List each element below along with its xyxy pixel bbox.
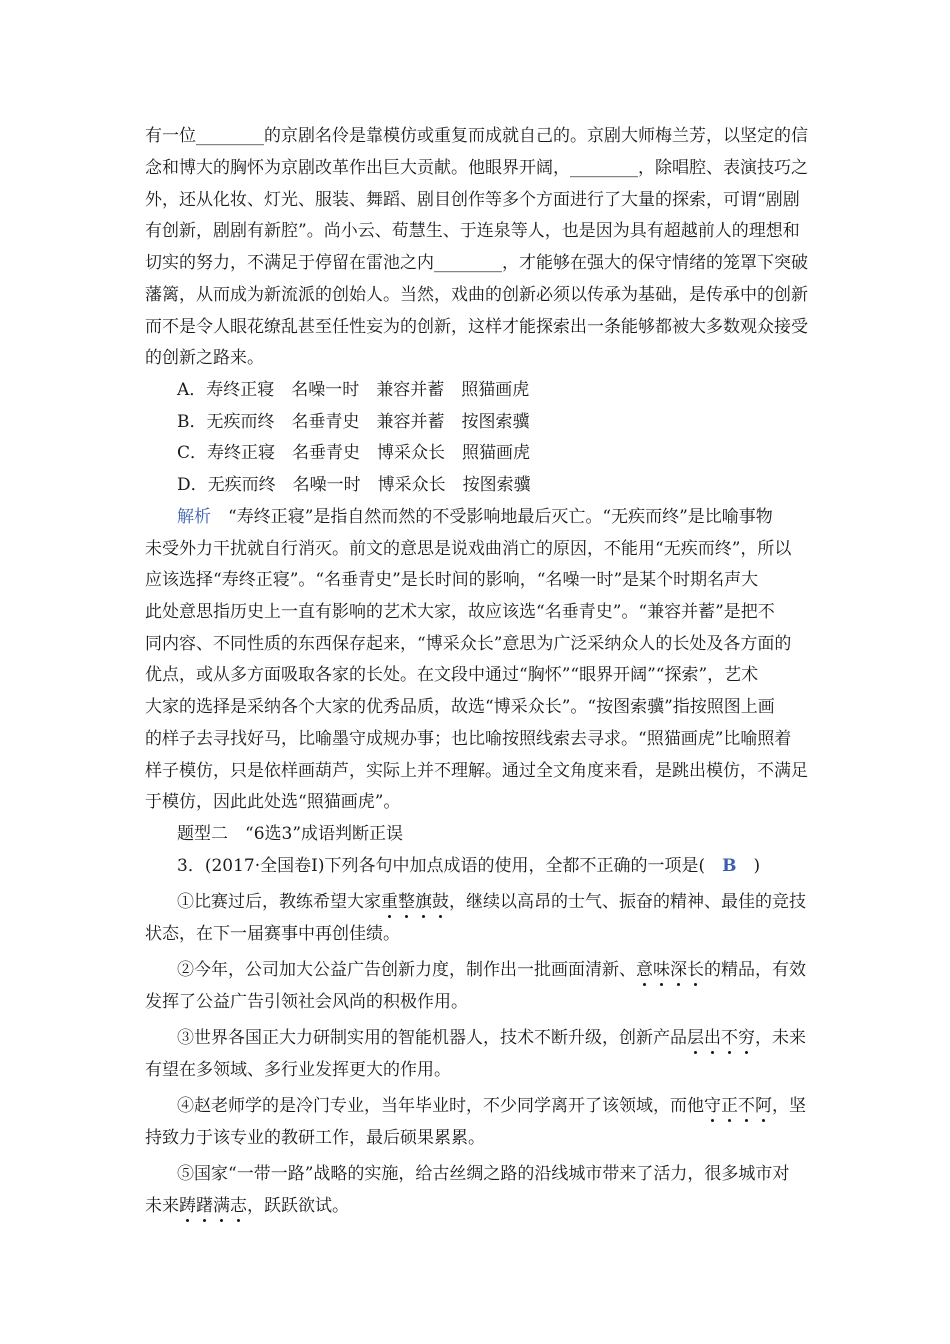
dotted-idiom	[636, 960, 704, 980]
item-line: 状态，在下一届赛事中再创佳绩。	[145, 924, 400, 944]
item-line	[177, 958, 806, 982]
analysis-line: 于模仿，因此此处选“照猫画虎”。	[145, 792, 401, 812]
analysis-line: 此处意思指历史上一直有影响的艺术大家，故应该选“名垂青史”。“兼容并蓄”是把不	[145, 602, 775, 622]
passage-line: 念和博大的胸怀为京剧改革作出巨大贡献。他眼界开阔，________，除唱腔、表演技巧之	[145, 158, 808, 178]
analysis-line: 优点，或从多方面吸取各家的长处。在文段中通过“胸怀”“眼界开阔”“探索”，艺术	[145, 665, 759, 685]
item-line	[177, 1094, 806, 1118]
idiom-char: 旗	[415, 892, 432, 912]
passage-line: 的创新之路来。	[145, 348, 264, 368]
answer-letter: B	[722, 856, 737, 876]
passage-line: 有创新，剧剧有新腔”。尚小云、荀慧生、于连泉等人，也是因为具有超越前人的理想和	[145, 221, 800, 241]
idiom-char: 长	[687, 960, 704, 980]
idiom-char: 意	[636, 960, 653, 980]
idiom-char: 鼓	[432, 892, 449, 912]
question-close: )	[753, 856, 761, 876]
item-text: 未来	[145, 1196, 179, 1216]
analysis-line: 未受外力干扰就自行消灭。前文的意思是说戏曲消亡的原因，不能用“无疾而终”，所以	[145, 539, 792, 559]
question-stem	[177, 854, 760, 878]
idiom-char: 重	[381, 892, 398, 912]
analysis-line: 样子模仿，只是依样画葫芦，实际上并不理解。通过全文角度来看，是跳出模仿，不满足	[145, 761, 808, 781]
item-text: ④赵老师学的是冷门专业，当年毕业时，不少同学离开了该领域，而他	[177, 1096, 704, 1116]
idiom-char: 不	[738, 1096, 755, 1116]
analysis-text: “寿终正寝”是指自然而然的不受影响地最后灭亡。“无疾而终”是比喻事物	[228, 507, 773, 527]
idiom-char: 深	[670, 960, 687, 980]
item-text: ，坚	[772, 1096, 806, 1116]
item-text: ③世界各国正大力研制实用的智能机器人，技术不断升级，创新产品	[177, 1028, 687, 1048]
idiom-char: 出	[704, 1028, 721, 1048]
option-a: A．寿终正寝 名噪一时 兼容并蓄 照猫画虎	[177, 380, 530, 400]
passage-line: 有一位________的京剧名伶是靠模仿或重复而成就自己的。京剧大师梅兰芳，以坚定的信	[145, 126, 808, 146]
analysis-label: 解析	[177, 507, 211, 527]
section-title: 题型二 “6选3”成语判断正误	[177, 824, 404, 844]
dotted-idiom	[704, 1096, 772, 1116]
analysis-first-line	[177, 505, 773, 529]
dotted-idiom	[179, 1196, 247, 1216]
idiom-char: 穷	[738, 1028, 755, 1048]
passage-line: 切实的努力，不满足于停留在雷池之内________，才能够在强大的保守情绪的笼罩下突破	[145, 253, 808, 273]
question-text: 3．(2017·全国卷Ⅰ)下列各句中加点成语的使用，全都不正确的一项是(	[177, 856, 706, 876]
idiom-char: 层	[687, 1028, 704, 1048]
analysis-line: 大家的选择是采纳各个大家的优秀品质，故选“博采众长”。“按图索骥”指按照图上画	[145, 697, 775, 717]
analysis-line: 同内容、不同性质的东西保存起来，“博采众长”意思为广泛采纳众人的长处及各方面的	[145, 634, 792, 654]
item-line: 发挥了公益广告引领社会风尚的积极作用。	[145, 992, 468, 1012]
item-line: 持致力于该专业的教研工作，最后硕果累累。	[145, 1128, 485, 1148]
item-text: ，跃跃欲试。	[247, 1196, 349, 1216]
option-d: D．无疾而终 名噪一时 博采众长 按图索骥	[177, 475, 531, 495]
option-c: C．寿终正寝 名垂青史 博采众长 照猫画虎	[177, 443, 531, 463]
idiom-char: 守	[704, 1096, 721, 1116]
analysis-line: 的样子去寻找好马，比喻墨守成规办事；也比喻按照线索去寻求。“照猫画虎”比喻照着	[145, 729, 792, 749]
item-text: ①比赛过后，教练希望大家	[177, 892, 381, 912]
idiom-char: 踌	[179, 1196, 196, 1216]
idiom-char: 志	[230, 1196, 247, 1216]
analysis-line: 应该选择“寿终正寝”。“名垂青史”是长时间的影响，“名噪一时”是某个时期名声大	[145, 570, 759, 590]
passage-line: 外，还从化妆、灯光、服装、舞蹈、剧目创作等多个方面进行了大量的探索，可谓“剧剧	[145, 190, 800, 210]
item-line: 有望在多领域、多行业发挥更大的作用。	[145, 1060, 451, 1080]
item-line	[177, 1026, 806, 1050]
item-text: ②今年，公司加大公益广告创新力度，制作出一批画面清新、	[177, 960, 636, 980]
item-text: ，继续以高昂的士气、振奋的精神、最佳的竞技	[449, 892, 806, 912]
option-b: B．无疾而终 名垂青史 兼容并蓄 按图索骥	[177, 412, 530, 432]
idiom-char: 味	[653, 960, 670, 980]
idiom-char: 阿	[755, 1096, 772, 1116]
item-line: ⑤国家“一带一路”战略的实施，给古丝绸之路的沿线城市带来了活力，很多城市对	[177, 1164, 790, 1184]
item-line	[177, 890, 806, 914]
item-text: 的精品，有效	[704, 960, 806, 980]
idiom-char: 不	[721, 1028, 738, 1048]
item-line	[145, 1194, 349, 1218]
idiom-char: 整	[398, 892, 415, 912]
item-text: ，未来	[755, 1028, 806, 1048]
passage-line: 而不是令人眼花缭乱甚至任性妄为的创新，这样才能探索出一条能够都被大多数观众接受	[145, 317, 808, 337]
passage-line: 藩篱，从而成为新流派的创始人。当然，戏曲的创新必须以传承为基础，是传承中的创新	[145, 285, 808, 305]
idiom-char: 满	[213, 1196, 230, 1216]
idiom-char: 躇	[196, 1196, 213, 1216]
dotted-idiom	[687, 1028, 755, 1048]
dotted-idiom	[381, 892, 449, 912]
idiom-char: 正	[721, 1096, 738, 1116]
